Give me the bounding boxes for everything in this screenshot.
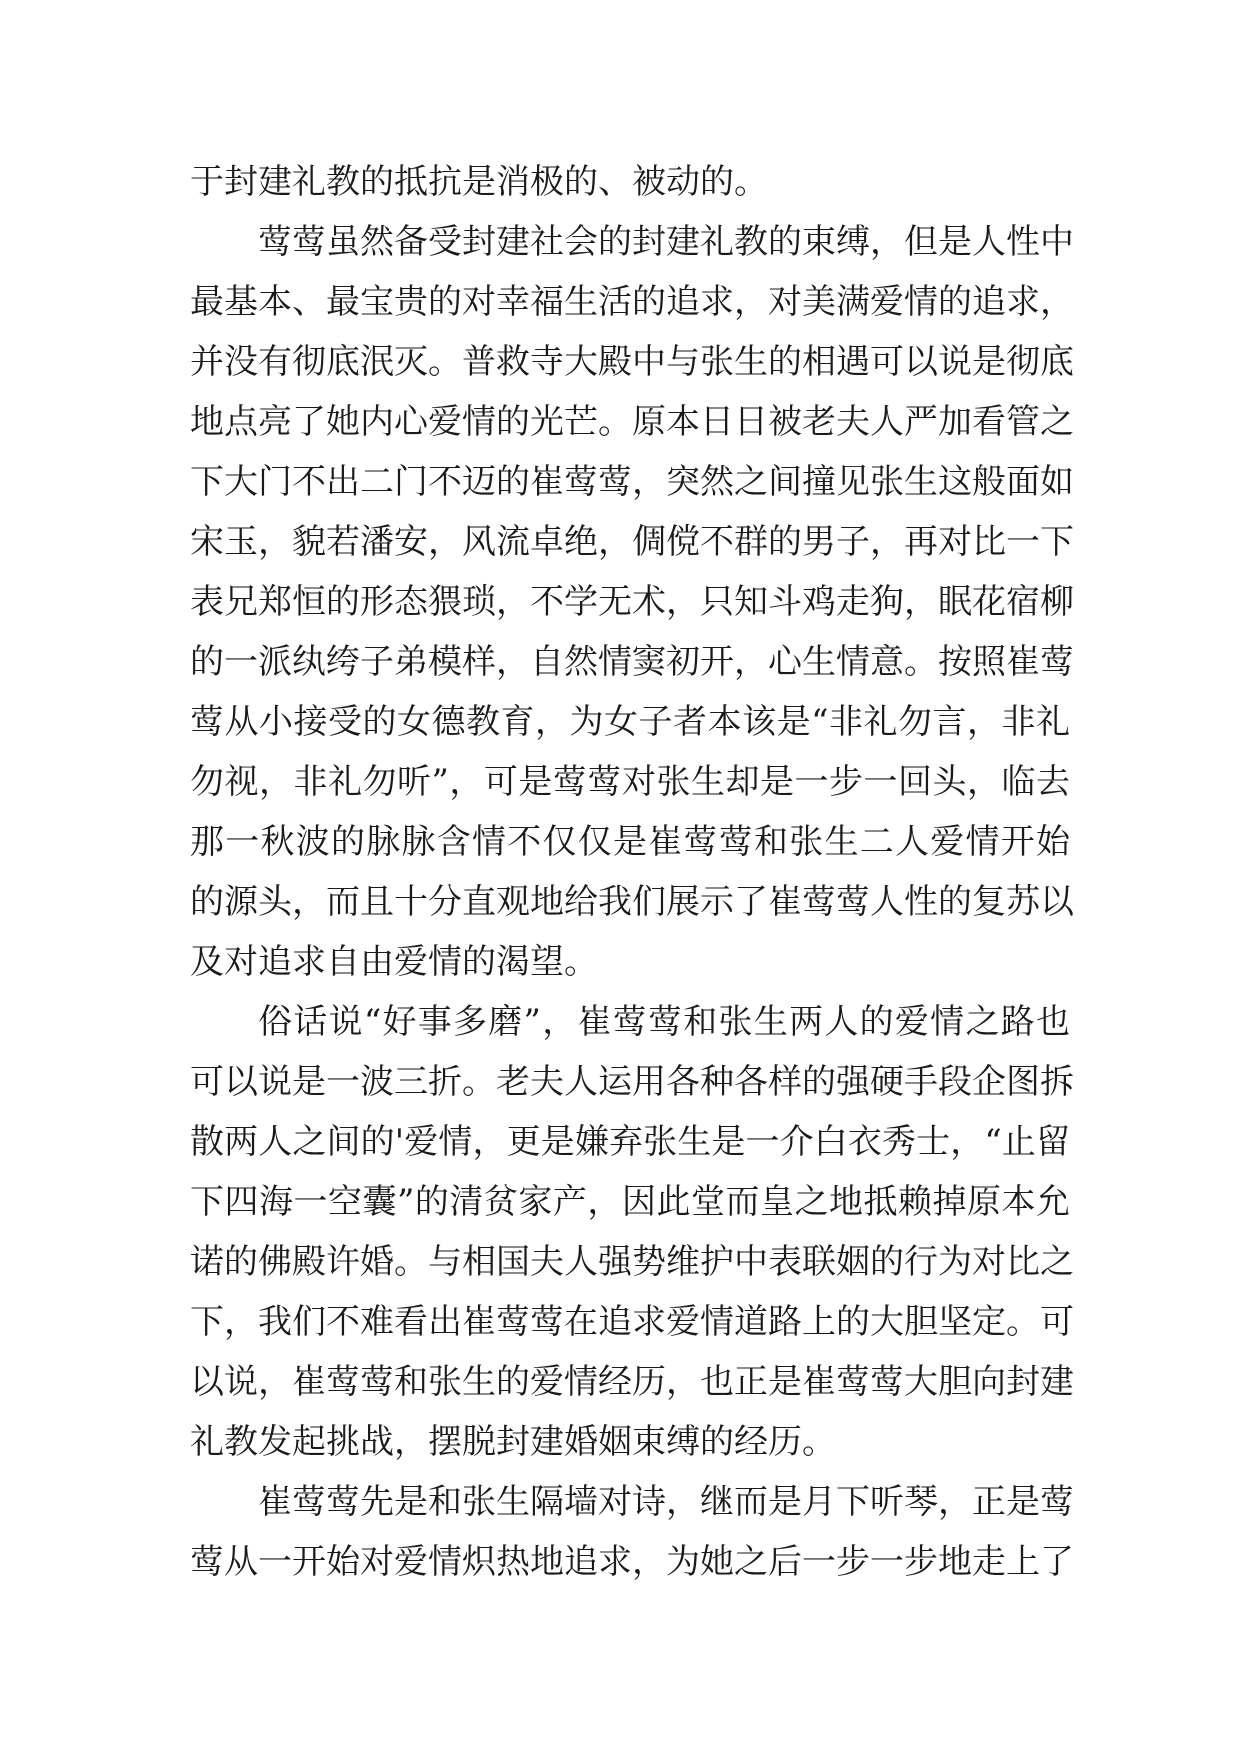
text-line: 礼教发起挑战，摆脱封建婚姻束缚的经历。 bbox=[190, 1422, 836, 1462]
text-line: 勿视，非礼勿听”，可是莺莺对张生却是一步一回头，临去 bbox=[190, 762, 1070, 802]
text-line: 的一派纨绔子弟模样，自然情窦初开，心生情意。按照崔莺 bbox=[190, 642, 1074, 682]
text-line: 莺莺虽然备受封建社会的封建礼教的束缚，但是人性中 bbox=[258, 222, 1074, 262]
text-line: 并没有彻底泯灭。普救寺大殿中与张生的相遇可以说是彻底 bbox=[190, 342, 1074, 382]
text-line: 莺从小接受的女德教育，为女子者本该是“非礼勿言，非礼 bbox=[190, 702, 1070, 742]
text-line: 表兄郑恒的形态猥琐，不学无术，只知斗鸡走狗，眠花宿柳 bbox=[190, 582, 1074, 622]
text-line: 散两人之间的'爱情，更是嫌弃张生是一介白衣秀士，“止留 bbox=[190, 1122, 1070, 1162]
text-line: 下，我们不难看出崔莺莺在追求爱情道路上的大胆坚定。可 bbox=[190, 1302, 1074, 1342]
text-line: 诺的佛殿许婚。与相国夫人强势维护中表联姻的行为对比之 bbox=[190, 1242, 1074, 1282]
text-line: 以说，崔莺莺和张生的爱情经历，也正是崔莺莺大胆向封建 bbox=[190, 1362, 1074, 1402]
text-line: 下四海一空囊”的清贫家产，因此堂而皇之地抵赖掉原本允 bbox=[190, 1182, 1070, 1222]
text-line: 那一秋波的脉脉含情不仅仅是崔莺莺和张生二人爱情开始 bbox=[190, 822, 1070, 862]
text-line: 可以说是一波三折。老夫人运用各种各样的强硬手段企图拆 bbox=[190, 1062, 1074, 1102]
text-line: 下大门不出二门不迈的崔莺莺，突然之间撞见张生这般面如 bbox=[190, 462, 1074, 502]
text-line: 及对追求自由爱情的渴望。 bbox=[190, 942, 598, 982]
text-line: 宋玉，貌若潘安，风流卓绝，倜傥不群的男子，再对比一下 bbox=[190, 522, 1074, 562]
text-line: 最基本、最宝贵的对幸福生活的追求，对美满爱情的追求， bbox=[190, 282, 1074, 322]
text-line: 莺从一开始对爱情炽热地追求，为她之后一步一步地走上了 bbox=[190, 1542, 1074, 1582]
text-line: 俗话说“好事多磨”，崔莺莺和张生两人的爱情之路也 bbox=[258, 1002, 1070, 1042]
document-body bbox=[190, 152, 1074, 1592]
text-line: 地点亮了她内心爱情的光芒。原本日日被老夫人严加看管之 bbox=[190, 402, 1074, 442]
text-line: 的源头，而且十分直观地给我们展示了崔莺莺人性的复苏以 bbox=[190, 882, 1074, 922]
text-line: 崔莺莺先是和张生隔墙对诗，继而是月下听琴，正是莺 bbox=[258, 1482, 1074, 1522]
text-line: 于封建礼教的抵抗是消极的、被动的。 bbox=[190, 162, 768, 202]
